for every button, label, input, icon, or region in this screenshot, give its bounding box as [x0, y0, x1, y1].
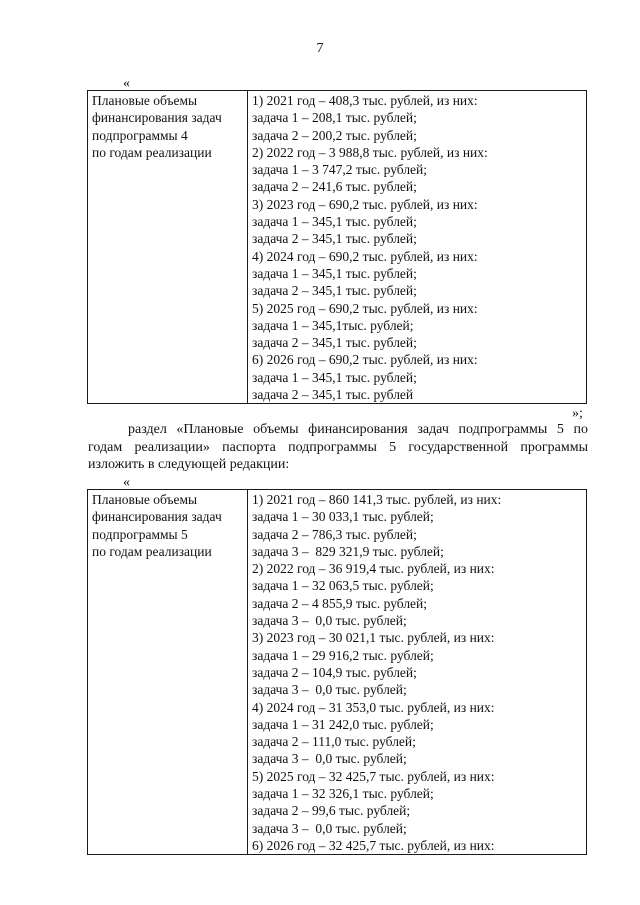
- closing-quote: »;: [572, 406, 583, 421]
- table-row: [88, 91, 587, 404]
- value-line: 6) 2026 год – 32 425,7 тыс. рублей, из них:: [252, 837, 495, 853]
- label-line: по годам реализации: [92, 543, 212, 559]
- value-line: задача 1 – 29 916,2 тыс. рублей;: [252, 647, 434, 663]
- value-line: задача 2 – 99,6 тыс. рублей;: [252, 803, 411, 819]
- financing-label-cell: [88, 91, 248, 404]
- amendment-paragraph: [88, 421, 588, 474]
- value-line: задача 1 – 32 326,1 тыс. рублей;: [252, 786, 434, 802]
- value-line: задача 2 – 200,2 тыс. рублей;: [252, 127, 417, 143]
- value-line: 5) 2025 год – 32 425,7 тыс. рублей, из них:: [252, 768, 495, 784]
- value-line: 5) 2025 год – 690,2 тыс. рублей, из них:: [252, 300, 478, 316]
- value-line: задача 1 – 30 033,1 тыс. рублей;: [252, 509, 434, 525]
- value-line: задача 1 – 208,1 тыс. рублей;: [252, 110, 417, 126]
- value-line: задача 1 – 345,1 тыс. рублей;: [252, 369, 417, 385]
- label-line: финансирования задач: [92, 110, 222, 126]
- value-line: 4) 2024 год – 31 353,0 тыс. рублей, из них:: [252, 699, 495, 715]
- value-line: задача 2 – 104,9 тыс. рублей;: [252, 664, 417, 680]
- value-line: 6) 2026 год – 690,2 тыс. рублей, из них:: [252, 352, 478, 368]
- value-line: 1) 2021 год – 860 141,3 тыс. рублей, из них:: [252, 492, 502, 507]
- page-number: 7: [316, 41, 324, 56]
- value-line: задача 2 – 345,1 тыс. рублей;: [252, 231, 417, 247]
- value-line: задача 2 – 786,3 тыс. рублей;: [252, 526, 417, 542]
- label-line: Плановые объемы: [92, 93, 198, 108]
- value-line: задача 1 – 32 063,5 тыс. рублей;: [252, 578, 434, 594]
- paragraph-line: раздел «Плановые объемы финансирования задач подпрограммы 5 по: [128, 422, 588, 437]
- value-line: задача 2 – 345,1 тыс. рублей;: [252, 335, 417, 351]
- financing-values-cell: [248, 91, 587, 404]
- value-line: задача 2 – 111,0 тыс. рублей;: [252, 734, 416, 750]
- value-line: задача 2 – 345,1 тыс. рублей: [252, 387, 414, 403]
- label-line: подпрограммы 5: [92, 526, 188, 542]
- subprogram-5-financing-table: [87, 489, 587, 855]
- financing-label-cell: [88, 490, 248, 855]
- value-line: задача 3 – 829 321,9 тыс. рублей;: [252, 543, 444, 559]
- value-line: задача 3 – 0,0 тыс. рублей;: [252, 820, 407, 836]
- value-line: задача 2 – 4 855,9 тыс. рублей;: [252, 595, 428, 611]
- value-line: задача 1 – 3 747,2 тыс. рублей;: [252, 162, 428, 178]
- label-line: финансирования задач: [92, 509, 222, 525]
- value-line: задача 2 – 241,6 тыс. рублей;: [252, 179, 417, 195]
- value-line: 3) 2023 год – 30 021,1 тыс. рублей, из них:: [252, 630, 495, 646]
- paragraph-line: изложить в следующей редакции:: [88, 457, 290, 472]
- value-line: задача 1 – 345,1 тыс. рублей;: [252, 214, 417, 230]
- value-line: задача 1 – 345,1 тыс. рублей;: [252, 265, 417, 281]
- label-line: подпрограммы 4: [92, 127, 188, 143]
- label-line: Плановые объемы: [92, 492, 198, 507]
- paragraph-line: годам реализации» паспорта подпрограммы 5 государственной программы: [88, 439, 588, 455]
- subprogram-4-financing-table: [87, 90, 587, 404]
- value-line: 3) 2023 год – 690,2 тыс. рублей, из них:: [252, 196, 478, 212]
- financing-values-cell: [248, 490, 587, 855]
- opening-quote-1: «: [123, 76, 130, 91]
- value-line: задача 3 – 0,0 тыс. рублей;: [252, 613, 407, 629]
- value-line: задача 3 – 0,0 тыс. рублей;: [252, 682, 407, 698]
- value-line: задача 2 – 345,1 тыс. рублей;: [252, 283, 417, 299]
- value-line: 2) 2022 год – 36 919,4 тыс. рублей, из них:: [252, 561, 495, 577]
- value-line: 4) 2024 год – 690,2 тыс. рублей, из них:: [252, 248, 478, 264]
- label-line: по годам реализации: [92, 144, 212, 160]
- table-row: [88, 490, 587, 855]
- value-line: 1) 2021 год – 408,3 тыс. рублей, из них:: [252, 93, 478, 108]
- value-line: задача 1 – 345,1тыс. рублей;: [252, 317, 414, 333]
- value-line: 2) 2022 год – 3 988,8 тыс. рублей, из них:: [252, 144, 488, 160]
- opening-quote-2: «: [123, 475, 130, 490]
- value-line: задача 1 – 31 242,0 тыс. рублей;: [252, 716, 434, 732]
- value-line: задача 3 – 0,0 тыс. рублей;: [252, 751, 407, 767]
